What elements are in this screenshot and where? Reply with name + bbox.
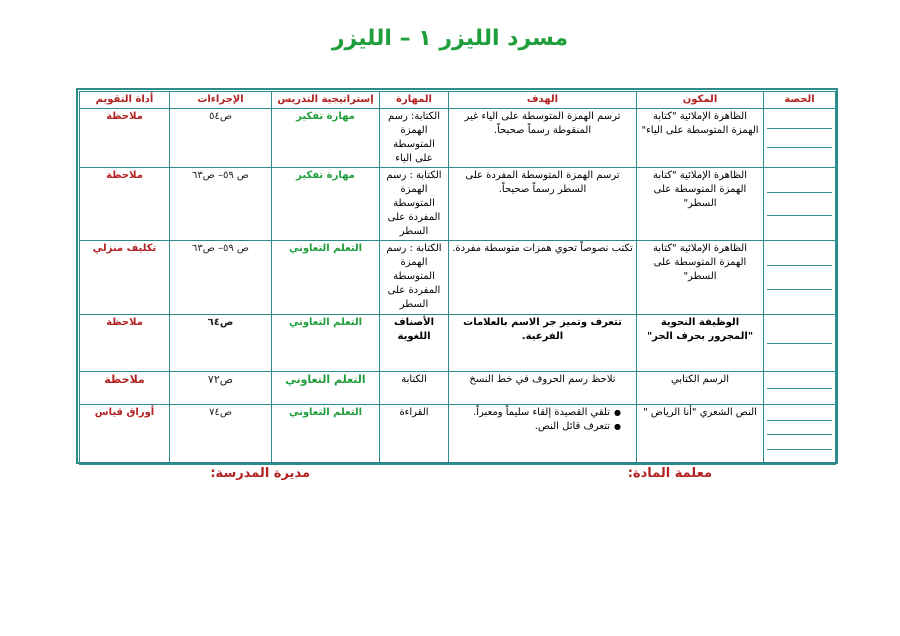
principal-signature-label: مديرة المدرسة: [210, 466, 310, 481]
component-cell: الظاهرة الإملائية "كتابة الهمزة المتوسطة على الياء" [637, 109, 764, 168]
evaluation-cell: أوراق قياس [80, 405, 170, 465]
strategy-cell: مهارة تفكير [272, 109, 380, 168]
session-cell [764, 372, 836, 405]
strategy-cell: التعلم التعاوني [272, 372, 380, 405]
evaluation-cell: تكليف منزلي [80, 241, 170, 315]
table-row [80, 315, 836, 372]
procedures-cell: ص ٥٩– ص٦٣ [170, 241, 272, 315]
component-cell: الظاهرة الإملائية "كتابة الهمزة المتوسطة على السطر" [637, 241, 764, 315]
strategy-cell: مهارة تفكير [272, 168, 380, 241]
goal-cell: تكتب نصوصاً تحوي همزات متوسطة مفردة. [449, 241, 637, 315]
session-cell [764, 241, 836, 315]
header-goal: الهدف [449, 92, 637, 109]
skill-cell: الكتابة [380, 372, 449, 405]
goal-cell: تلاحظ رسم الحروف في خط النسخ [449, 372, 637, 405]
session-cell [764, 315, 836, 372]
session-cell [764, 168, 836, 241]
evaluation-cell: ملاحظة [80, 168, 170, 241]
procedures-cell: ص ٥٩– ص٦٣ [170, 168, 272, 241]
procedures-cell: ص٧٢ [170, 372, 272, 405]
skill-cell: الأصناف اللغوية [380, 315, 449, 372]
procedures-cell: ص٧٤ [170, 405, 272, 465]
evaluation-cell: ملاحظة [80, 109, 170, 168]
teacher-signature-label: معلمة المادة: [627, 466, 712, 481]
page-title: مسرد الليزر ١ – الليزر [331, 26, 569, 51]
strategy-cell: التعلم التعاوني [272, 241, 380, 315]
table-row [80, 109, 836, 168]
skill-cell: القراءة [380, 405, 449, 465]
header-evaluation: أداة التقويم [80, 92, 170, 109]
table-row [80, 405, 836, 465]
session-cell [764, 109, 836, 168]
goal-cell: ترسم الهمزة المتوسطة المفردة على السطر رسماً صحيحاً. [449, 168, 637, 241]
goal-cell [449, 405, 637, 465]
session-cell [764, 405, 836, 465]
goals-list [452, 406, 633, 434]
strategy-cell: التعلم التعاوني [272, 405, 380, 465]
evaluation-cell: ملاحظة [80, 315, 170, 372]
procedures-cell: ص٥٤ [170, 109, 272, 168]
header-skill: المهارة [380, 92, 449, 109]
header-procedures: الإجراءات [170, 92, 272, 109]
procedures-cell: ص٦٤ [170, 315, 272, 372]
component-cell: الظاهرة الإملائية "كتابة الهمزة المتوسطة على السطر" [637, 168, 764, 241]
evaluation-cell: ملاحظة [80, 372, 170, 405]
component-cell: النص الشعري "أنا الرياض " [637, 405, 764, 465]
table-row [80, 168, 836, 241]
header-strategy: إستراتيجية التدريس [272, 92, 380, 109]
skill-cell: الكتابة : رسم الهمزة المتوسطة المفردة على السطر [380, 241, 449, 315]
component-cell: الوظيفة النحوية "المجرور بحرف الجر" [637, 315, 764, 372]
list-item: ● تتعرف قائل النص. [452, 420, 621, 434]
strategy-cell: التعلم التعاوني [272, 315, 380, 372]
table-row [80, 372, 836, 405]
component-cell: الرسم الكتابي [637, 372, 764, 405]
skill-cell: الكتابة: رسم الهمزة المتوسطة على الياء [380, 109, 449, 168]
list-item: ● تلقي القصيدة إلقاء سليماً ومعبراً. [452, 406, 621, 420]
header-row [80, 92, 836, 109]
header-component: المكون [637, 92, 764, 109]
header-session: الحصة [764, 92, 836, 109]
lesson-plan-table [79, 91, 836, 465]
skill-cell: الكتابة : رسم الهمزة المتوسطة المفردة على السطر [380, 168, 449, 241]
goal-cell: ترسم الهمزة المتوسطة على الياء غير المنقوطة رسماً صحيحاً. [449, 109, 637, 168]
goal-cell: تتعرف وتميز جر الاسم بالعلامات الفرعية. [449, 315, 637, 372]
table-row [80, 241, 836, 315]
